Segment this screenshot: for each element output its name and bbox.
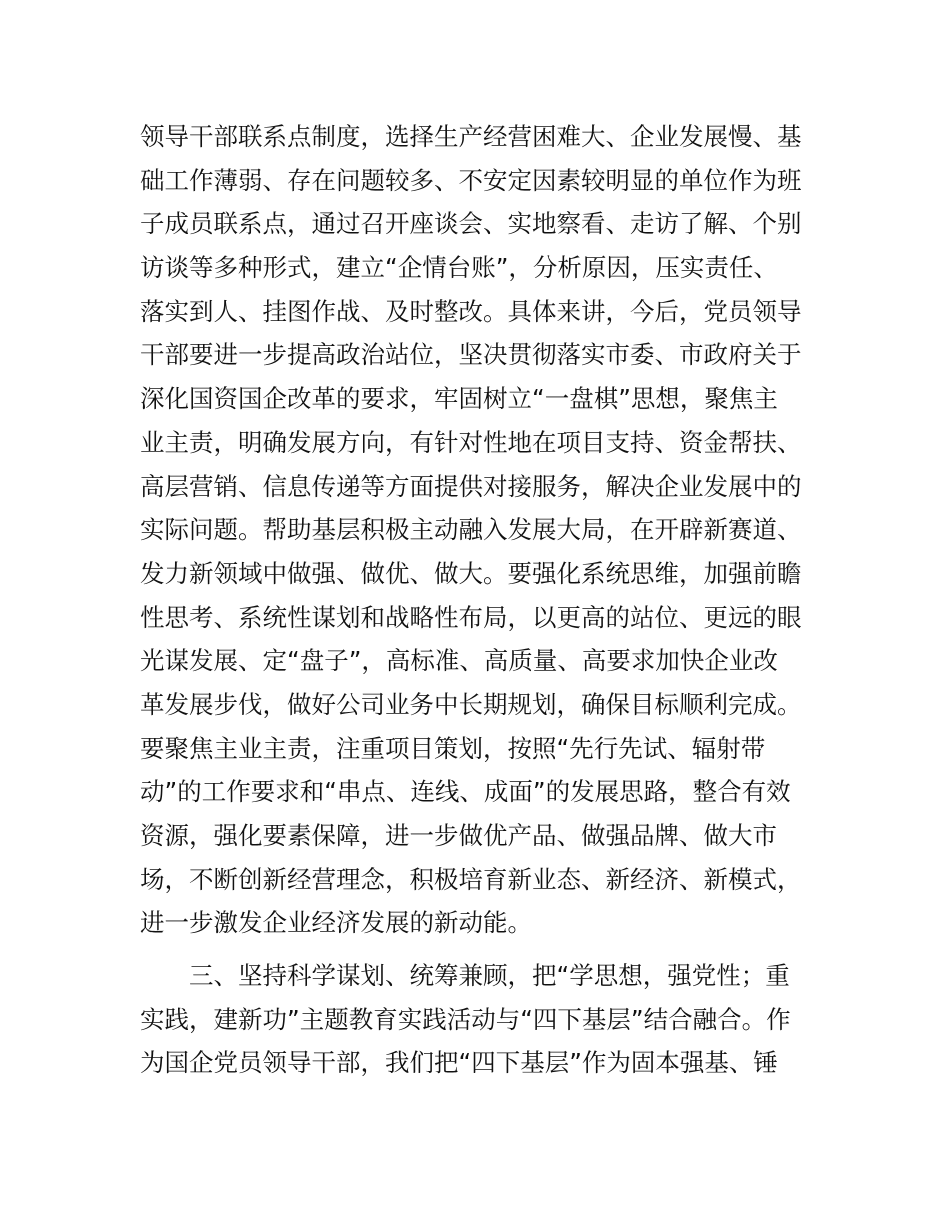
text-line: 革发展步伐，做好公司业务中长期规划，确保目标顺利完成。	[140, 689, 802, 719]
text-line: 深化国资国企改革的要求，牢固树立“一盘棋”思想，聚焦主	[140, 384, 778, 414]
text-line: 光谋发展、定“盘子”，高标准、高质量、高要求加快企业改	[140, 646, 778, 676]
text-line: 子成员联系点，通过召开座谈会、实地察看、走访了解、个别	[140, 209, 802, 239]
paragraph-gap	[140, 945, 820, 954]
text-line: 进一步激发企业经济发展的新动能。	[140, 908, 532, 938]
text-line: 三、坚持科学谋划、统筹兼顾，把“学思想，强党性；重	[189, 961, 790, 991]
text-line: 实际问题。帮助基层积极主动融入发展大局，在开辟新赛道、	[140, 515, 802, 545]
text-line: 性思考、系统性谋划和战略性布局，以更高的站位、更远的眼	[140, 602, 802, 632]
text-line: 落实到人、挂图作战、及时整改。具体来讲，今后，党员领导	[140, 296, 802, 326]
text-line: 干部要进一步提高政治站位，坚决贯彻落实市委、市政府关于	[140, 340, 802, 370]
text-line: 为国企党员领导干部，我们把“四下基层”作为固本强基、锤	[140, 1048, 778, 1078]
text-line: 高层营销、信息传递等方面提供对接服务，解决企业发展中的	[140, 471, 802, 501]
text-line: 动”的工作要求和“串点、连线、成面”的发展思路，整合有效	[140, 777, 791, 807]
text-line: 场，不断创新经营理念，积极培育新业态、新经济、新模式，	[140, 864, 802, 894]
text-line: 发力新领域中做强、做优、做大。要强化系统思维，加强前瞻	[140, 558, 802, 588]
paragraph-1	[140, 115, 820, 945]
text-line: 业主责，明确发展方向，有针对性地在项目支持、资金帮扶、	[140, 427, 802, 457]
text-line: 访谈等多种形式，建立“企情台账”，分析原因，压实责任、	[140, 253, 778, 283]
text-line: 要聚焦主业主责，注重项目策划，按照“先行先试、辐射带	[140, 733, 766, 763]
text-line: 实践，建新功”主题教育实践活动与“四下基层”结合融合。作	[140, 1004, 791, 1034]
body-text	[140, 115, 820, 1085]
text-line: 领导干部联系点制度，选择生产经营困难大、企业发展慢、基	[140, 122, 802, 151]
text-line: 础工作薄弱、存在问题较多、不安定因素较明显的单位作为班	[140, 165, 802, 195]
paragraph-2	[140, 954, 820, 1085]
text-line: 资源，强化要素保障，进一步做优产品、做强品牌、做大市	[140, 821, 777, 850]
